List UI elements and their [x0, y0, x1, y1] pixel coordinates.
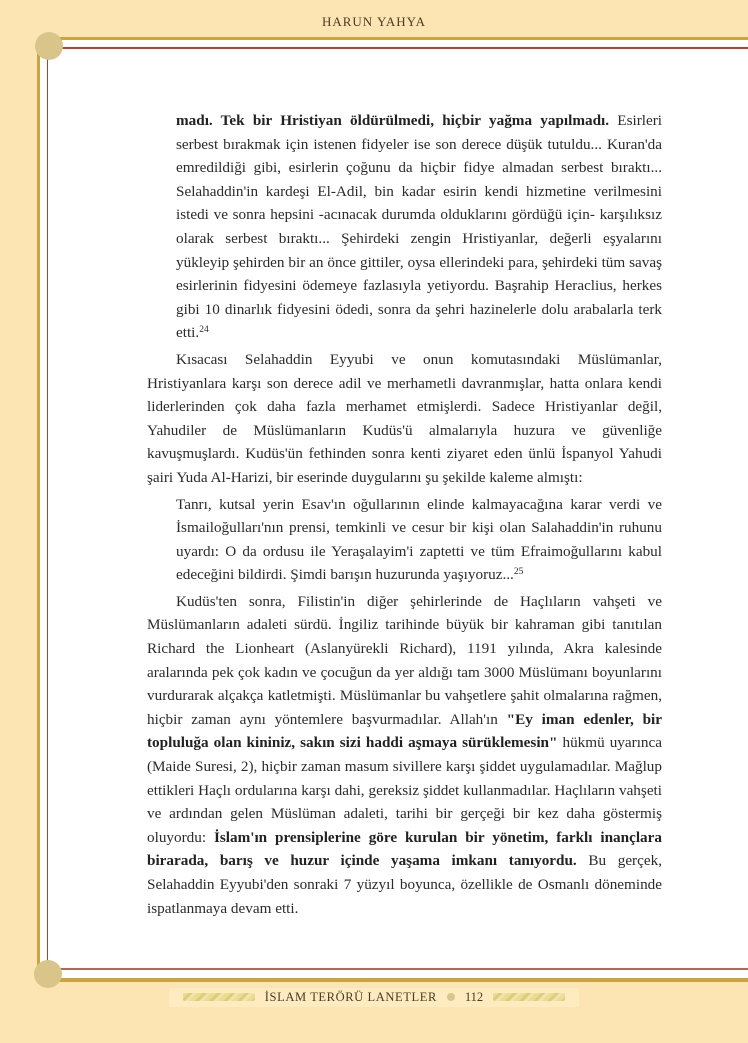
left-gold-rule	[37, 45, 40, 980]
bottom-gold-rule	[40, 978, 748, 982]
footnote-ref[interactable]: 24	[199, 325, 209, 336]
quote-block-continued	[147, 109, 662, 345]
page-number: 112	[464, 989, 484, 1004]
corner-circle-ornament-icon	[34, 960, 62, 988]
footer-ornament-right-icon	[493, 993, 565, 1001]
corner-circle-ornament-icon	[35, 32, 63, 60]
bold-emphasis: İslam'ın prensiplerine göre kurulan bir yönetim, farklı inançlara birarada, barış ve huzur içinde yaşama imkanı tanıyordu.	[147, 828, 662, 870]
top-gold-rule	[40, 37, 748, 40]
paragraph-text: hükmü uyarınca (Maide Suresi, 2), hiçbir zaman masum sivillere karşı şiddet uygulamadılar. Mağlup ettikleri Haçlı ordularına karşı dahi, gereksiz şiddet kullanmadılar. Haçlıların vahşeti ve ardından gelen Müslüman adaleti, tarihi bir gerçeği bir kez daha göstermiş oluyordu:	[147, 734, 662, 846]
paragraph-text: Kudüs'ten sonra, Filistin'in diğer şehirlerinde de Haçlıların vahşeti ve Müslümanların adaleti sürdü. İngiliz tarihinde büyük bir kahraman gibi tanıtılan Richard the Lionheart (Aslanyürekli Richard), 1191 yılında, Akra kalesinde aralarında pek çok kadın ve çocuğun da yer aldığı tam 3000 Müslümanı boyunlarını vurdurarak alçakça katletmişti. Müslümanlar bu vahşetlere şahit olmalarına rağmen, hiçbir zaman aynı yöntemlere başvurmadılar. Allah'ın	[147, 592, 662, 728]
top-red-rule	[46, 47, 748, 49]
bold-verse-quote: "Ey iman edenler, bir topluluğa olan kininiz, sakın sizi haddi aşmaya sürüklemesin"	[147, 710, 663, 752]
page-footer	[0, 985, 748, 1009]
footer-bullet-icon	[447, 993, 455, 1001]
left-red-rule	[47, 50, 48, 968]
running-header: HARUN YAHYA	[321, 14, 427, 29]
footer-book-title: İSLAM TERÖRÜ LANETLER	[264, 989, 437, 1004]
quote-text: Tanrı, kutsal yerin Esav'ın oğullarının elinde kalmayacağına karar verdi ve İsmailoğulları'nın prensi, temkinli ve cesur bir kişi olan Salahaddin'in ruhunu uyardı: O da ordusu ile Yeraşalayim'i zaptetti ve tüm Efraimoğullarını kabul edeceğini bildirdi. Şimdi barışın huzurunda yaşıyoruz...	[176, 495, 662, 584]
bottom-red-rule	[46, 968, 748, 970]
footer-ornament-left-icon	[183, 993, 255, 1001]
paragraph-text: Bu gerçek, Selahaddin Eyyubi'den sonraki 7 yüzyıl boyunca, özellikle de Osmanlı döneminde ispatlanmaya devam etti.	[147, 852, 662, 917]
quote-text: Esirleri serbest bırakmak için istenen fidyeler ise son derece düşük tutuldu... Kuran'da emredildiği gibi, esirlerin çoğunu da hiçbir fidye almadan serbest bıraktı... Selahaddin'in kardeşi El-Adil, bin kadar esirin kendi hizmetine verilmesini istedi ve sonra hepsini -acınacak durumda olduklarını gördüğü için- karşılıksız olarak serbest bıraktı... Şehirdeki zengin Hristiyanlar, değerli eşyalarını yükleyip şehirden bir an önce gittiler, oysa ellerindeki para, şehirdeki tüm savaş esirlerinin fidyesini ödemeye fazlasıyla yetiyordu. Başrahip Heraclius, herkes gibi 10 dinarlık fidyesini ödedi, sonra da şehri hazinelerle dolu arabalarla terk etti.	[176, 112, 663, 342]
paragraph: Kısacası Selahaddin Eyyubi ve onun komutasındaki Müslümanlar, Hristiyanlara karşı son derece adil ve merhametli davranmışlar, hatta onlara kendi liderlerinden çok daha fazla merhamet etmişlerdi. Sadece Hristiyanlar değil, Yahudiler de Müslümanların Kudüs'ü almalarıyla huzura ve güvenliğe kavuşmuşlardı. Kudüs'ün fethinden sonra kenti ziyaret eden ünlü İspanyol Yahudi şairi Yuda Al-Harizi, bir eserinde duygularını şu şekilde kaleme almıştı:	[147, 350, 662, 486]
page-content	[147, 109, 662, 920]
paragraph	[147, 590, 662, 920]
footer-inner	[169, 988, 579, 1007]
bold-emphasis: madı. Tek bir Hristiyan öldürülmedi, hiçbir yağma yapılmadı.	[176, 112, 610, 129]
quote-block	[147, 493, 662, 587]
footnote-ref[interactable]: 25	[513, 567, 524, 578]
